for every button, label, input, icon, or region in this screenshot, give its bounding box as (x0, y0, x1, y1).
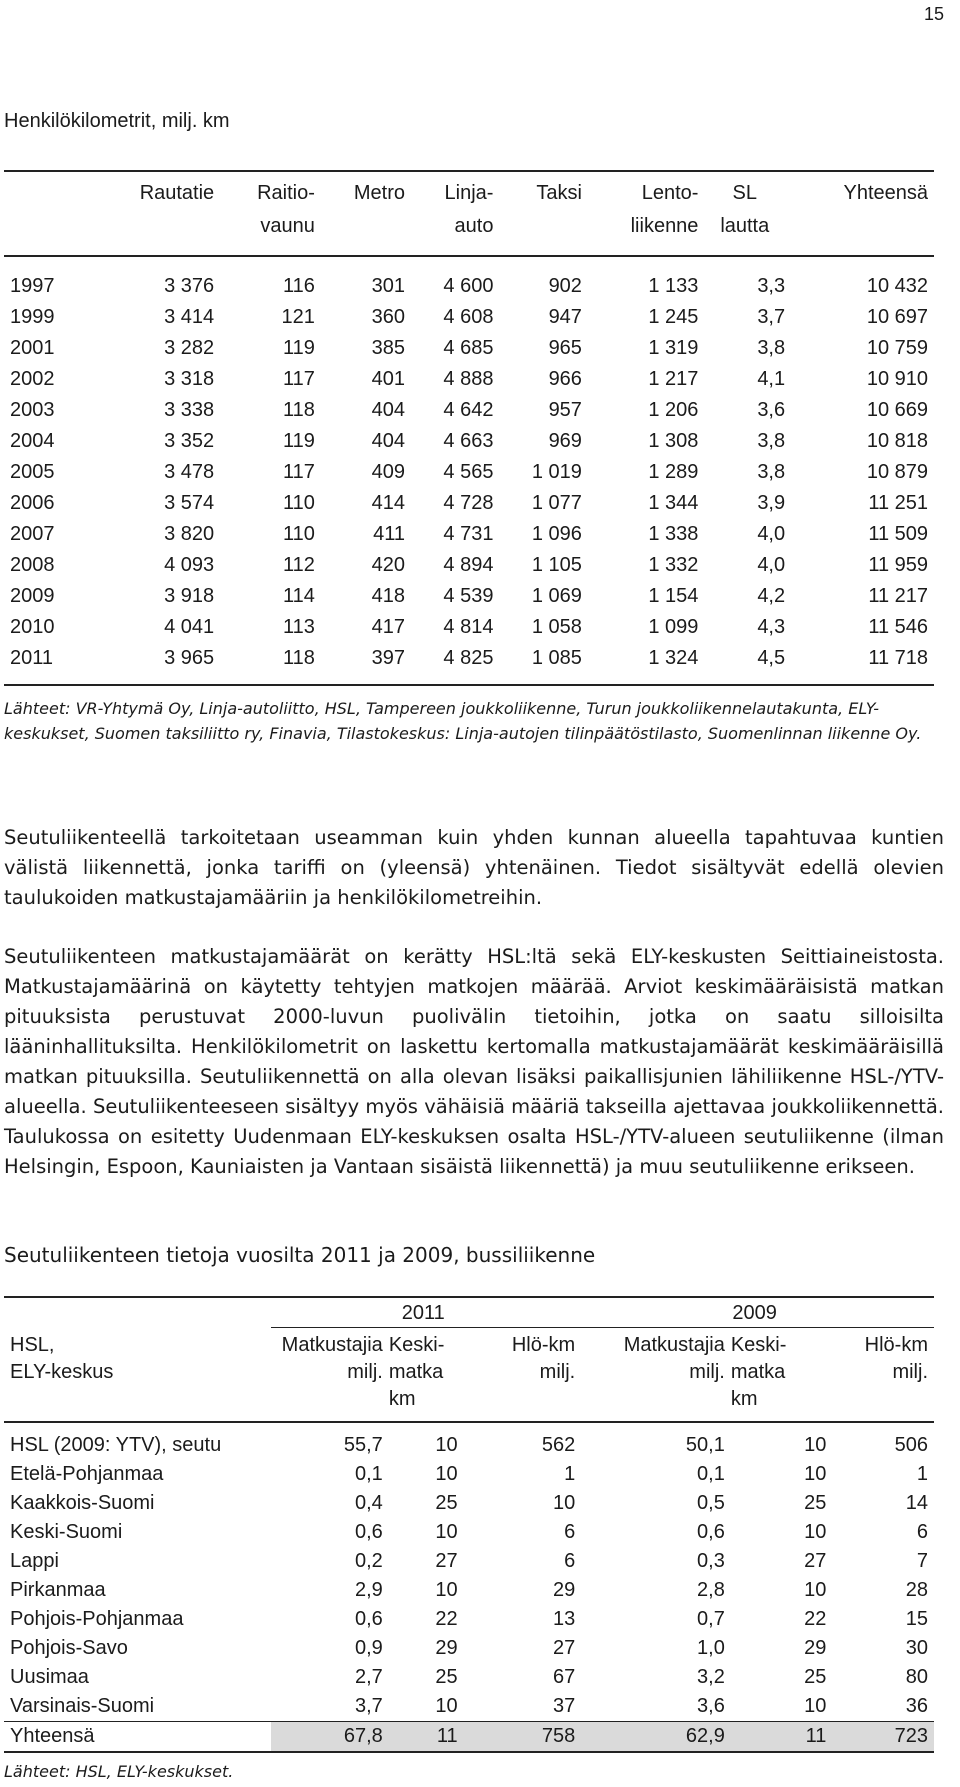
year-cell: 2011 (4, 643, 93, 685)
year-cell: 2001 (10, 337, 55, 359)
value-cell: 0,6 (697, 1521, 725, 1543)
table-row (4, 1547, 934, 1576)
value-cell: 1 (564, 1463, 576, 1485)
value-cell: 1 133 (588, 256, 705, 302)
table2-column-header: Hlö-km milj. (511, 1334, 576, 1383)
value-cell: 0,3 (697, 1550, 725, 1572)
value-cell: 10 (804, 1521, 827, 1543)
value-cell: 110 (282, 492, 315, 514)
value-cell: 4,2 (757, 585, 786, 607)
value-cell: 10 759 (866, 337, 928, 359)
value-cell: 10 910 (866, 368, 928, 390)
value-cell: 36 (905, 1695, 928, 1717)
year-cell: 2007 (10, 523, 55, 545)
value-cell: 11 718 (791, 643, 934, 685)
value-cell: 4 539 (443, 585, 494, 607)
table-row (4, 1422, 934, 1460)
value-cell: 4 565 (443, 461, 494, 483)
value-cell: 4 888 (443, 368, 494, 390)
value-cell: 3 574 (164, 492, 215, 514)
value-cell: 80 (905, 1666, 928, 1688)
table-row (4, 581, 934, 612)
value-cell: 0,6 (355, 1521, 383, 1543)
value-cell: 397 (321, 643, 411, 685)
value-cell: 6 (916, 1521, 928, 1543)
table-row (4, 1634, 934, 1663)
value-cell: 417 (371, 616, 405, 638)
table2-column-header: Keski- matka km (730, 1334, 787, 1410)
value-cell: 3 478 (164, 461, 215, 483)
value-cell: 1 308 (648, 430, 699, 452)
value-cell: 118 (220, 643, 321, 685)
table-row (4, 1518, 934, 1547)
value-cell: 25 (435, 1492, 458, 1514)
value-cell: 37 (552, 1695, 576, 1717)
value-cell: 10 (435, 1521, 458, 1543)
region-cell: Keski-Suomi (10, 1521, 123, 1543)
value-cell: 0,7 (697, 1608, 725, 1630)
value-cell: 4,0 (757, 523, 786, 545)
total-value: 11 (731, 1722, 833, 1753)
value-cell: 1 077 (531, 492, 582, 514)
value-cell: 10 669 (866, 399, 928, 421)
value-cell: 3,8 (757, 461, 786, 483)
value-cell: 27 (804, 1550, 827, 1572)
value-cell: 11 251 (868, 492, 928, 514)
table2-column-header: Keski- matka km (388, 1334, 445, 1410)
region-cell: Pohjois-Savo (10, 1637, 128, 1659)
value-cell: 902 (499, 256, 587, 302)
table-row (4, 488, 934, 519)
paragraph-2: Seutuliikenteen matkustajamäärät on kerätty HSL:ltä sekä ELY-keskusten Seittiaineistosta. Matkustajamäärinä on käytetty tehtyjen matkojen määrää. Arviot keskimääräisistä matkan pituuksista perustuvat 2000-luvun puolivälin tietoihin, jotka on saatu silloisilta lääninhallituksilta. Henkilökilometrit on laskettu kertomalla matkustajamäärät keskimääräisillä matkan pituuksilla. Seutuliikennettä on alla olevan lisäksi paikallisjunien lähiliikenne HSL-/YTV-alueella. Seutuliikenteeseen sisältyy myös vähäisiä määriä takseilla ajettavaa joukkoliikennettä. Taulukossa on esitetty Uudenmaan ELY-keskuksen osalta HSL-/YTV-alueen seutuliikenne (ilman Helsingin, Espoon, Kauniaisten ja Vantaan sisäistä liikennettä) ja muu seutuliikenne erikseen. (4, 945, 944, 1178)
value-cell: 1 245 (648, 306, 699, 328)
value-cell: 1 206 (648, 399, 699, 421)
table2-year-2011: 2011 (271, 1297, 581, 1328)
year-cell: 2006 (10, 492, 55, 514)
value-cell: 409 (371, 461, 405, 483)
value-cell: 1 289 (648, 461, 699, 483)
value-cell: 4,1 (757, 368, 786, 390)
value-cell: 10 (389, 1422, 464, 1460)
value-cell: 506 (832, 1422, 934, 1460)
table2-region-header: HSL, ELY-keskus (10, 1333, 114, 1383)
table1-column-header: Metro (353, 182, 405, 204)
value-cell: 1,0 (697, 1637, 725, 1659)
value-cell: 414 (371, 492, 405, 514)
value-cell: 50,1 (581, 1422, 731, 1460)
value-cell: 0,6 (355, 1608, 383, 1630)
value-cell: 385 (371, 337, 405, 359)
value-cell: 4 731 (443, 523, 494, 545)
table-row (4, 302, 934, 333)
value-cell: 28 (905, 1579, 928, 1601)
table1-column-header: Rautatie (139, 182, 215, 204)
value-cell: 22 (435, 1608, 458, 1630)
total-value: 62,9 (581, 1722, 731, 1753)
value-cell: 25 (804, 1666, 827, 1688)
value-cell: 3,2 (697, 1666, 725, 1688)
region-cell: Varsinais-Suomi (10, 1695, 155, 1717)
value-cell: 401 (371, 368, 405, 390)
table-row (4, 1663, 934, 1692)
page-number: 15 (923, 4, 944, 24)
regional-traffic-table (4, 1296, 934, 1753)
year-cell: 2004 (10, 430, 55, 452)
year-cell: 2002 (10, 368, 55, 390)
value-cell: 10 (804, 1579, 827, 1601)
value-cell: 13 (552, 1608, 576, 1630)
value-cell: 3 338 (164, 399, 215, 421)
value-cell: 118 (282, 399, 315, 421)
value-cell: 30 (905, 1637, 928, 1659)
value-cell: 4 685 (443, 337, 494, 359)
value-cell: 418 (371, 585, 405, 607)
table-row (4, 612, 934, 643)
table-row (4, 519, 934, 550)
passenger-km-table (4, 170, 934, 686)
table-row (4, 256, 934, 302)
table-row (4, 1460, 934, 1489)
value-cell: 420 (371, 554, 405, 576)
value-cell: 1 324 (588, 643, 705, 685)
value-cell: 957 (548, 399, 582, 421)
value-cell: 0,4 (355, 1492, 383, 1514)
value-cell: 10 (552, 1492, 576, 1514)
value-cell: 113 (282, 616, 315, 638)
value-cell: 121 (281, 306, 315, 328)
year-cell: 1999 (10, 306, 55, 328)
value-cell: 3,7 (757, 306, 786, 328)
value-cell: 119 (282, 337, 315, 359)
value-cell: 2,9 (355, 1579, 383, 1601)
table2-corner (4, 1297, 271, 1328)
total-row (4, 1722, 934, 1753)
value-cell: 3,8 (757, 337, 786, 359)
table1-title: Henkilökilometrit, milj. km (4, 110, 230, 132)
value-cell: 11 509 (868, 523, 928, 545)
value-cell: 29 (804, 1637, 827, 1659)
year-cell: 1997 (4, 256, 93, 302)
value-cell: 110 (282, 523, 315, 545)
value-cell: 11 217 (868, 585, 928, 607)
value-cell: 25 (435, 1666, 458, 1688)
region-cell: Lappi (10, 1550, 59, 1572)
table1-column-header: SL lautta (720, 182, 770, 237)
table-row (4, 426, 934, 457)
table1-column-header: Yhteensä (843, 182, 928, 204)
value-cell: 3 820 (164, 523, 215, 545)
value-cell: 4 728 (443, 492, 494, 514)
value-cell: 4,0 (757, 554, 786, 576)
value-cell: 4 814 (443, 616, 494, 638)
value-cell: 947 (548, 306, 582, 328)
value-cell: 117 (282, 461, 315, 483)
value-cell: 2,7 (355, 1666, 383, 1688)
region-cell: Uusimaa (10, 1666, 89, 1688)
table2-column-header: Matkustajia milj. (623, 1334, 725, 1383)
region-cell: HSL (2009: YTV), seutu (4, 1422, 271, 1460)
value-cell: 3,6 (757, 399, 786, 421)
table1-column-header: Linja- auto (444, 182, 494, 237)
value-cell: 29 (552, 1579, 576, 1601)
region-cell: Pirkanmaa (10, 1579, 106, 1601)
value-cell: 1 338 (648, 523, 699, 545)
total-value: 723 (832, 1722, 934, 1753)
table-row (4, 1576, 934, 1605)
value-cell: 15 (905, 1608, 928, 1630)
value-cell: 360 (371, 306, 405, 328)
value-cell: 3,3 (704, 256, 791, 302)
year-cell: 2010 (10, 616, 55, 638)
value-cell: 4 608 (443, 306, 494, 328)
value-cell: 11 546 (868, 616, 928, 638)
value-cell: 0,2 (355, 1550, 383, 1572)
value-cell: 1 099 (648, 616, 699, 638)
value-cell: 562 (464, 1422, 582, 1460)
value-cell: 10 697 (866, 306, 928, 328)
value-cell: 3 352 (164, 430, 215, 452)
year-cell: 2005 (10, 461, 55, 483)
value-cell: 1 096 (531, 523, 582, 545)
value-cell: 4 642 (443, 399, 494, 421)
value-cell: 1 319 (648, 337, 699, 359)
table-row (4, 364, 934, 395)
value-cell: 4 894 (443, 554, 494, 576)
value-cell: 1 154 (648, 585, 699, 607)
value-cell: 3,8 (757, 430, 786, 452)
value-cell: 10 818 (866, 430, 928, 452)
value-cell: 966 (548, 368, 582, 390)
value-cell: 404 (371, 430, 405, 452)
table-row (4, 457, 934, 488)
value-cell: 969 (548, 430, 582, 452)
table2-source: Lähteet: HSL, ELY-keskukset. (4, 1762, 234, 1781)
value-cell: 1 (916, 1463, 928, 1485)
table-row (4, 395, 934, 426)
value-cell: 3 414 (164, 306, 215, 328)
value-cell: 0,5 (697, 1492, 725, 1514)
value-cell: 114 (282, 585, 315, 607)
value-cell: 1 332 (648, 554, 699, 576)
value-cell: 55,7 (271, 1422, 389, 1460)
value-cell: 10 879 (866, 461, 928, 483)
value-cell: 116 (220, 256, 321, 302)
value-cell: 4 093 (164, 554, 215, 576)
value-cell: 3 318 (164, 368, 215, 390)
year-cell: 2008 (10, 554, 55, 576)
value-cell: 10 (435, 1463, 458, 1485)
table2-year-2009: 2009 (581, 1297, 934, 1328)
paragraph-1: Seutuliikenteellä tarkoitetaan useamman kuin yhden kunnan alueella tapahtuvaa kuntien välistä liikennettä, jonka tariffi on (yleensä) yhtenäinen. Tiedot sisältyvät edellä olevien taulukoiden matkustajamääriin ja henkilökilometreihin. (4, 826, 944, 909)
table-row (4, 333, 934, 364)
value-cell: 27 (552, 1637, 576, 1659)
total-value: 67,8 (271, 1722, 389, 1753)
value-cell: 3,7 (355, 1695, 383, 1717)
value-cell: 1 069 (531, 585, 582, 607)
table-row (4, 1692, 934, 1722)
value-cell: 10 432 (791, 256, 934, 302)
value-cell: 1 344 (648, 492, 699, 514)
value-cell: 301 (321, 256, 411, 302)
value-cell: 11 959 (868, 554, 928, 576)
table2-title: Seutuliikenteen tietoja vuosilta 2011 ja 2009, bussiliikenne (4, 1243, 596, 1267)
table-row (4, 643, 934, 685)
value-cell: 4 825 (411, 643, 499, 685)
total-value: 758 (464, 1722, 582, 1753)
value-cell: 25 (804, 1492, 827, 1514)
value-cell: 10 (804, 1695, 827, 1717)
value-cell: 3 282 (164, 337, 215, 359)
table2-column-header: Matkustajia milj. (281, 1334, 383, 1383)
value-cell: 4 600 (411, 256, 499, 302)
value-cell: 4,5 (704, 643, 791, 685)
value-cell: 0,1 (697, 1463, 725, 1485)
table1-source: Lähteet: VR-Yhtymä Oy, Linja-autoliitto, HSL, Tampereen joukkoliikenne, Turun joukkoliikennelautakunta, ELY-keskukset, Suomen taksiliitto ry, Finavia, Tilastokeskus: Linja-autojen tilinpäätöstilasto, Suomenlinnan liikenne Oy. (4, 699, 922, 743)
value-cell: 3,9 (757, 492, 786, 514)
value-cell: 4,3 (757, 616, 786, 638)
value-cell: 14 (905, 1492, 928, 1514)
table1-year-header (4, 171, 93, 256)
value-cell: 4 041 (164, 616, 215, 638)
region-cell: Pohjois-Pohjanmaa (10, 1608, 184, 1630)
value-cell: 1 217 (648, 368, 699, 390)
value-cell: 22 (804, 1608, 827, 1630)
region-cell: Etelä-Pohjanmaa (10, 1463, 164, 1485)
value-cell: 411 (373, 523, 405, 545)
value-cell: 3 918 (164, 585, 215, 607)
value-cell: 0,1 (355, 1463, 383, 1485)
year-cell: 2009 (10, 585, 55, 607)
value-cell: 1 019 (531, 461, 582, 483)
value-cell: 27 (435, 1550, 458, 1572)
value-cell: 404 (371, 399, 405, 421)
value-cell: 1 058 (531, 616, 582, 638)
value-cell: 0,9 (355, 1637, 383, 1659)
value-cell: 3 965 (93, 643, 220, 685)
table1-column-header: Raitio- vaunu (257, 182, 315, 237)
table1-column-header: Lento- liikenne (630, 182, 699, 237)
table2-column-header: Hlö-km milj. (864, 1334, 928, 1383)
table-row (4, 550, 934, 581)
total-label: Yhteensä (4, 1722, 271, 1753)
value-cell: 4 663 (443, 430, 494, 452)
value-cell: 1 085 (499, 643, 587, 685)
value-cell: 117 (282, 368, 315, 390)
region-cell: Kaakkois-Suomi (10, 1492, 155, 1514)
table-row (4, 1489, 934, 1518)
year-cell: 2003 (10, 399, 55, 421)
value-cell: 10 (435, 1579, 458, 1601)
value-cell: 10 (435, 1695, 458, 1717)
value-cell: 119 (282, 430, 315, 452)
value-cell: 29 (435, 1637, 458, 1659)
total-value: 11 (389, 1722, 464, 1753)
value-cell: 965 (548, 337, 582, 359)
table-row (4, 1605, 934, 1634)
value-cell: 3 376 (93, 256, 220, 302)
value-cell: 7 (916, 1550, 928, 1572)
value-cell: 6 (564, 1550, 576, 1572)
value-cell: 1 105 (531, 554, 582, 576)
value-cell: 10 (731, 1422, 833, 1460)
value-cell: 2,8 (697, 1579, 725, 1601)
table1-column-header: Taksi (536, 182, 582, 204)
value-cell: 67 (552, 1666, 576, 1688)
value-cell: 6 (564, 1521, 576, 1543)
value-cell: 10 (804, 1463, 827, 1485)
value-cell: 112 (282, 554, 315, 576)
value-cell: 3,6 (697, 1695, 725, 1717)
